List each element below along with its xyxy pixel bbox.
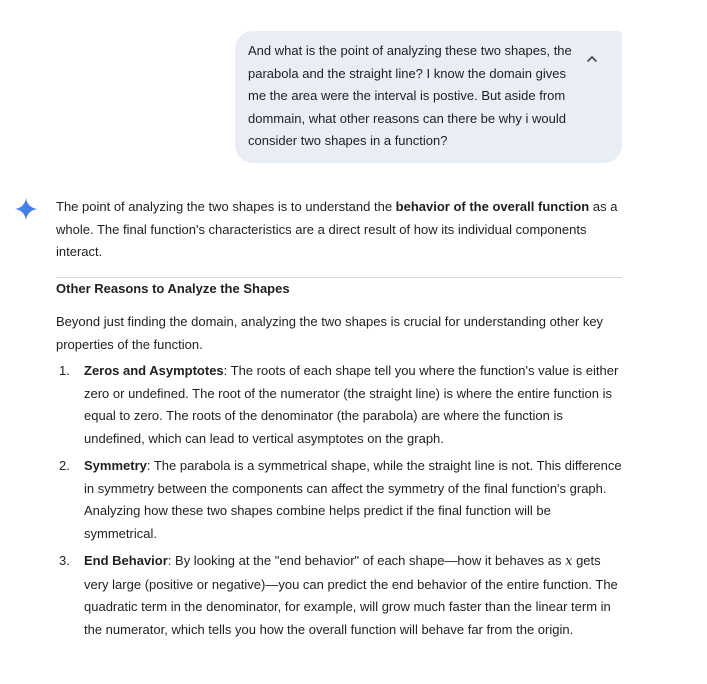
gemini-spark-icon: [14, 197, 38, 221]
user-message-text: And what is the point of analyzing these two shapes, the parabola and the straight line? I know the domain gives me the area were the interval is postive. But aside from dommain, what other reasons can there be why i would consider two shapes in a function?: [248, 43, 572, 148]
assistant-response: [56, 196, 622, 646]
section-intro: Beyond just finding the domain, analyzing the two shapes is crucial for understanding other key properties of the function.: [56, 314, 604, 352]
reasons-list: [56, 360, 622, 641]
response-intro: [56, 196, 622, 264]
list-item: [56, 455, 622, 545]
math-variable: x: [565, 554, 573, 569]
user-message-bubble: [235, 31, 622, 163]
list-item-number: 3.: [59, 553, 70, 568]
list-item-number: 1.: [59, 363, 70, 378]
list-item-text: : By looking at the "end behavior" of each shape—how it behaves as: [167, 553, 566, 568]
list-item-text: : The parabola is a symmetrical shape, while the straight line is not. This difference in symmetry between the components can affect the symmetry of the final function's graph. Analyzing how these two shapes combine helps predict if the final function will be symmetrical.: [84, 458, 622, 541]
section-heading: Other Reasons to Analyze the Shapes: [56, 280, 290, 296]
list-item-title: End Behavior: [84, 553, 168, 568]
intro-text-end: as a whole. The final function's characteristics are a direct result of how its individual components interact.: [56, 199, 618, 259]
list-item-text-end: gets very large (positive or negative)—you can predict the end behavior of the entire function. The quadratic term in the denominator, for example, will grow much faster than the linear term in the numerator, which tells you how the overall function will behave far from the origin.: [84, 553, 618, 637]
intro-text-start: The point of analyzing the two shapes is to understand the: [56, 199, 396, 214]
collapse-message-button[interactable]: [582, 49, 602, 69]
list-item-number: 2.: [59, 458, 70, 473]
list-item: [56, 360, 622, 450]
chevron-up-icon: [586, 55, 598, 63]
list-item: [56, 550, 622, 641]
list-item-title: Zeros and Asymptotes: [84, 363, 224, 378]
intro-bold-text: behavior of the overall function: [395, 199, 590, 214]
list-item-text: : The roots of each shape tell you where the function's value is either zero or undefined. The root of the numerator (the straight line) is where the entire function is equal to zero. The roots of the denominator (the parabola) are where the function is undefined, which can lead to vertical asymptotes on the graph.: [84, 363, 619, 446]
list-item-title: Symmetry: [84, 458, 147, 473]
